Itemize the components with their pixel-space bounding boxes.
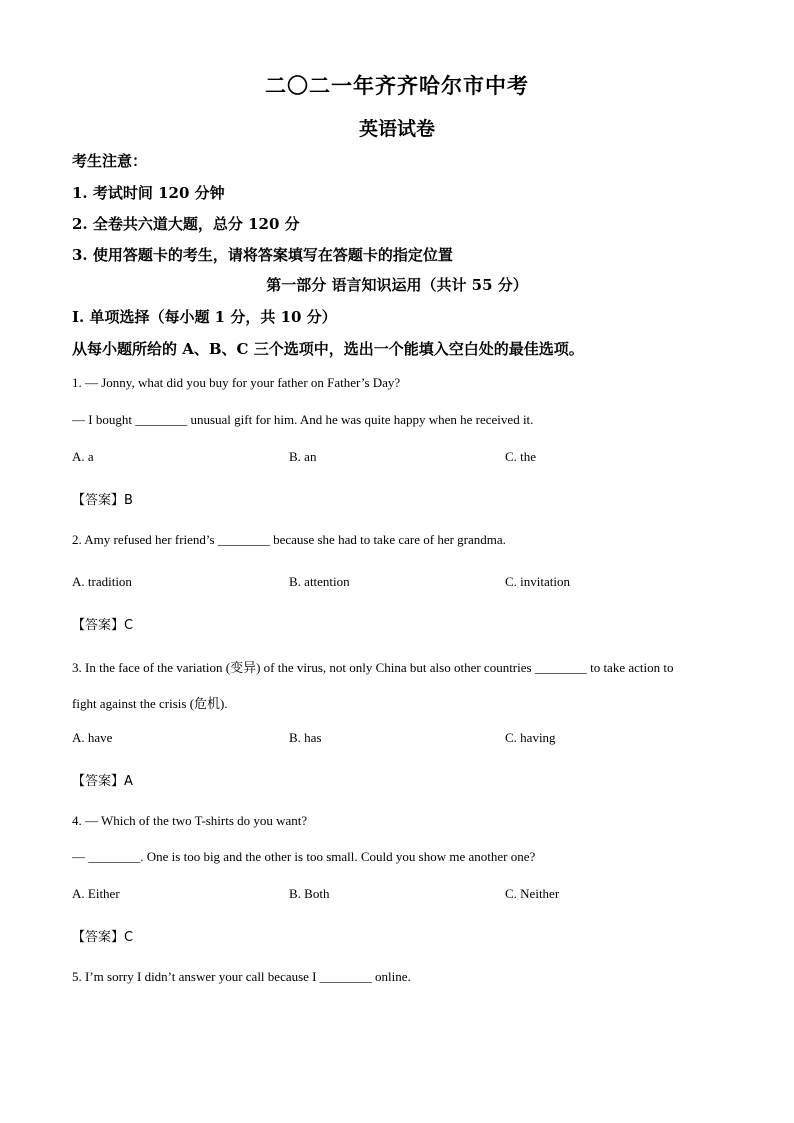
- question-2-text: 2. Amy refused her friend’s ________ because she had to take care of her grandma.: [72, 532, 506, 547]
- question-3-option-c: C. having: [505, 730, 556, 745]
- question-3-text: 3. In the face of the variation (变异) of the virus, not only China but also other countries ________ to take action to: [72, 660, 674, 675]
- notice-item: 1. 考试时间 120 分钟: [72, 184, 225, 202]
- question-4-answer: 【答案】C: [72, 930, 134, 945]
- question-3-option-a: A. have: [72, 730, 113, 745]
- exam-subtitle: 英语试卷: [358, 118, 435, 140]
- question-1-option-c: C. the: [505, 449, 537, 464]
- section-instruction: 从每小题所给的 A、B、C 三个选项中，选出一个能填入空白处的最佳选项。: [72, 340, 584, 358]
- question-5-text: 5. I’m sorry I didn’t answer your call because I ________ online.: [72, 969, 411, 984]
- question-1-answer: 【答案】B: [72, 493, 133, 508]
- part-title: 第一部分 语言知识运用（共计 55 分）: [266, 276, 528, 294]
- question-4-option-b: B. Both: [289, 886, 330, 901]
- question-2-option-a: A. tradition: [72, 574, 132, 589]
- question-1-text: — I bought ________ unusual gift for him. And he was quite happy when he received it.: [72, 412, 534, 427]
- notice-item: 3. 使用答题卡的考生，请将答案填写在答题卡的指定位置: [72, 246, 453, 264]
- question-1-option-b: B. an: [289, 449, 317, 464]
- question-3-option-b: B. has: [289, 730, 322, 745]
- question-1-option-a: A. a: [72, 449, 94, 464]
- question-2-option-b: B. attention: [289, 574, 350, 589]
- notice-item: 2. 全卷共六道大题，总分 120 分: [72, 215, 300, 233]
- question-2-option-c: C. invitation: [505, 574, 570, 589]
- question-4-text: 4. — Which of the two T-shirts do you want?: [72, 813, 308, 828]
- question-3-answer: 【答案】A: [72, 774, 133, 789]
- exam-title: 二〇二一年齐齐哈尔市中考: [265, 73, 529, 98]
- notice-heading: 考生注意：: [72, 152, 148, 170]
- question-2-answer: 【答案】C: [72, 618, 134, 633]
- section-title: Ⅰ. 单项选择（每小题 1 分，共 10 分）: [72, 308, 337, 326]
- question-4-option-a: A. Either: [72, 886, 120, 901]
- question-4-text: — ________. One is too big and the other is too small. Could you show me another one?: [72, 849, 536, 864]
- question-4-option-c: C. Neither: [505, 886, 560, 901]
- question-1-text: 1. — Jonny, what did you buy for your father on Father’s Day?: [72, 375, 401, 390]
- question-3-text: fight against the crisis (危机).: [72, 696, 228, 711]
